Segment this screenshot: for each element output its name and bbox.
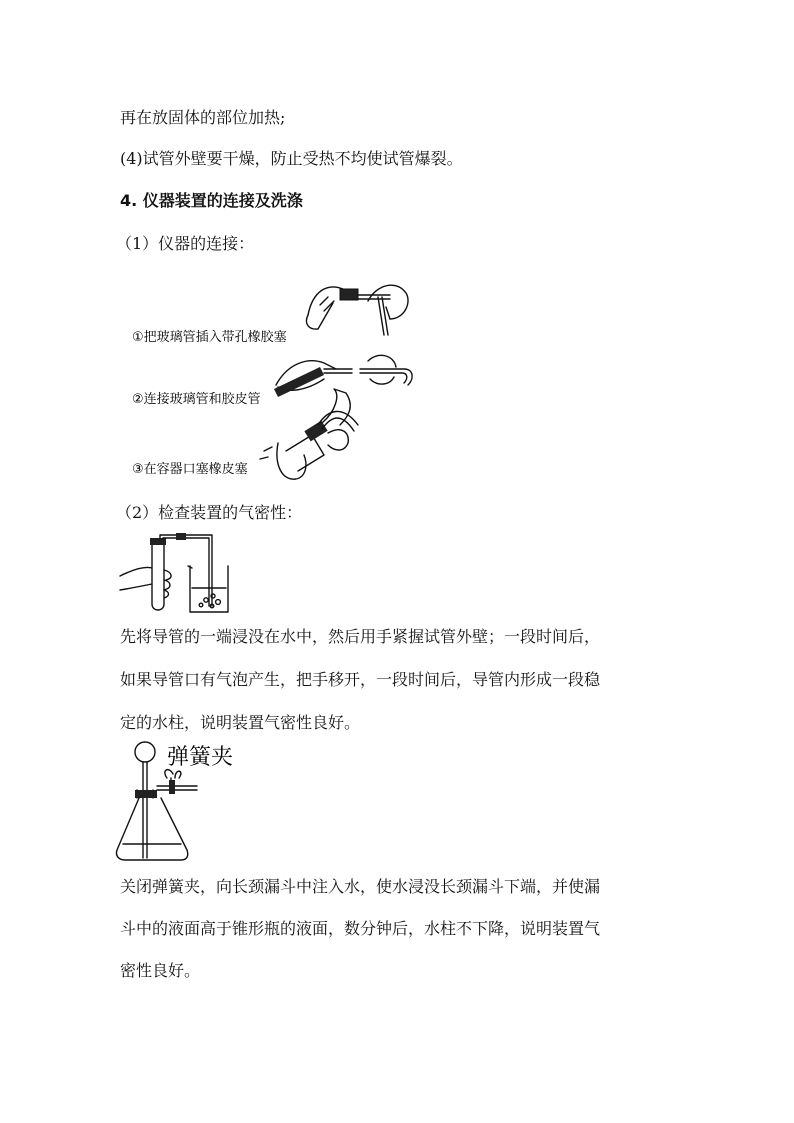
paragraph-1-line-2: 如果导管口有气泡产生，把手移开，一段时间后，导管内形成一段稳 (120, 670, 601, 689)
section-heading: 4. 仪器装置的连接及洗涤 (120, 191, 303, 210)
subheading-airtightness: （2）检查装置的气密性： (116, 503, 303, 522)
step3-label: ③在容器口塞橡皮塞 (132, 462, 248, 477)
paragraph-1-line-1: 先将导管的一端浸没在水中，然后用手紧握试管外壁；一段时间后， (120, 627, 601, 646)
step3-illustration (260, 389, 358, 479)
paragraph-2-line-2: 斗中的液面高于锥形瓶的液面，数分钟后，水柱不下降，说明装置气 (120, 919, 601, 938)
text-line-2: (4)试管外壁要干燥，防止受热不均使试管爆裂。 (120, 149, 463, 168)
airtightness-figure-2 (115, 738, 255, 868)
subheading-connection: （1）仪器的连接： (116, 234, 255, 253)
paragraph-1-line-3: 定的水柱，说明装置气密性良好。 (120, 713, 361, 732)
step2-label: ②连接玻璃管和胶皮管 (132, 392, 261, 407)
step1-label: ①把玻璃管插入带孔橡胶塞 (132, 330, 287, 345)
connection-figure (128, 275, 428, 490)
text-line-1: 再在放固体的部位加热; (120, 108, 286, 127)
paragraph-2-line-1: 关闭弹簧夹，向长颈漏斗中注入水，使水浸没长颈漏斗下端，并使漏 (120, 877, 601, 896)
paragraph-2-line-3: 密性良好。 (120, 961, 201, 980)
step2-illustration (274, 355, 412, 397)
airtightness-figure-1 (118, 530, 248, 615)
spring-clip-label: 弹簧夹 (167, 745, 234, 770)
step1-illustration (306, 285, 408, 335)
